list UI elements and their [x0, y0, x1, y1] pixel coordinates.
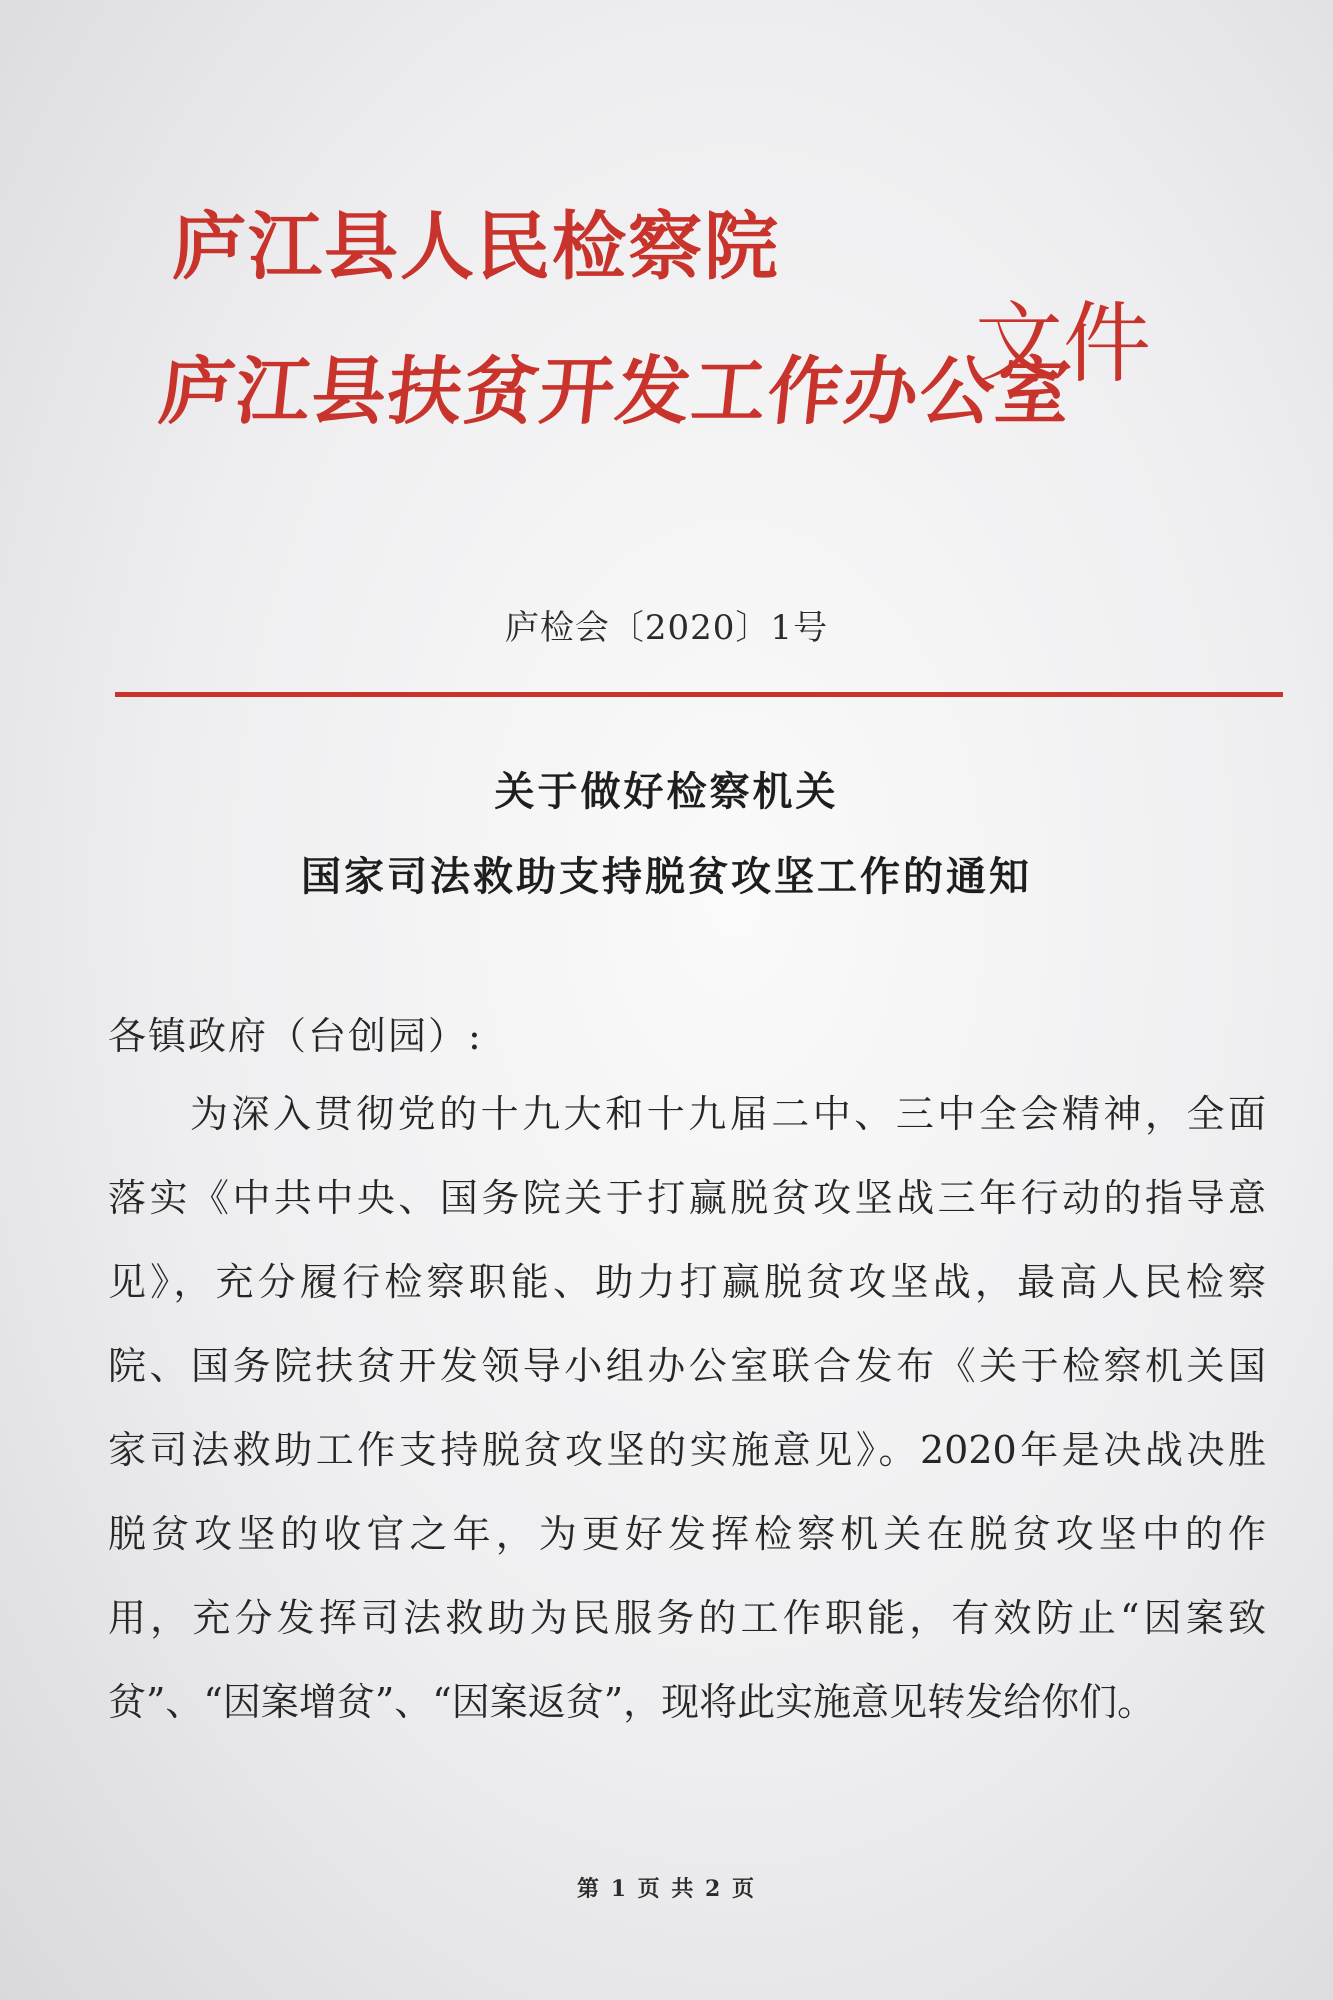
issuer-poverty-office: 庐江县扶贫开发工作办公室: [155, 349, 1077, 435]
issuer-procuratorate: 庐江县人民检察院: [172, 204, 780, 290]
body-line: 院、国务院扶贫开发领导小组办公室联合发布《关于检察机关国: [108, 1344, 1266, 1388]
body-line: 见》，充分履行检察职能、助力打赢脱贫攻坚战，最高人民检察: [108, 1260, 1266, 1304]
document-number: 庐检会〔2020〕1号: [504, 608, 829, 648]
body-line: 用，充分发挥司法救助为民服务的工作职能，有效防止“因案致: [108, 1596, 1266, 1640]
body-line: 贫”、“因案增贫”、“因案返贫”，现将此实施意见转发给你们。: [108, 1680, 1156, 1724]
document-title-line-1: 关于做好检察机关: [494, 768, 839, 815]
body-line: 家司法救助工作支持脱贫攻坚的实施意见》。2020年是决战决胜: [108, 1428, 1266, 1472]
red-divider-line: [115, 692, 1283, 697]
body-line: 为深入贯彻党的十九大和十九届二中、三中全会精神，全面: [190, 1092, 1266, 1136]
body-line: 落实《中共中央、国务院关于打赢脱贫攻坚战三年行动的指导意: [108, 1176, 1266, 1220]
page-footer: 第 1 页 共 2 页: [577, 1876, 756, 1902]
document-type-label: 文件: [975, 292, 1152, 395]
body-line: 脱贫攻坚的收官之年，为更好发挥检察机关在脱贫攻坚中的作: [108, 1512, 1266, 1556]
document-title-line-2: 国家司法救助支持脱贫攻坚工作的通知: [301, 853, 1032, 900]
salutation: 各镇政府（台创园）:: [108, 1014, 483, 1058]
